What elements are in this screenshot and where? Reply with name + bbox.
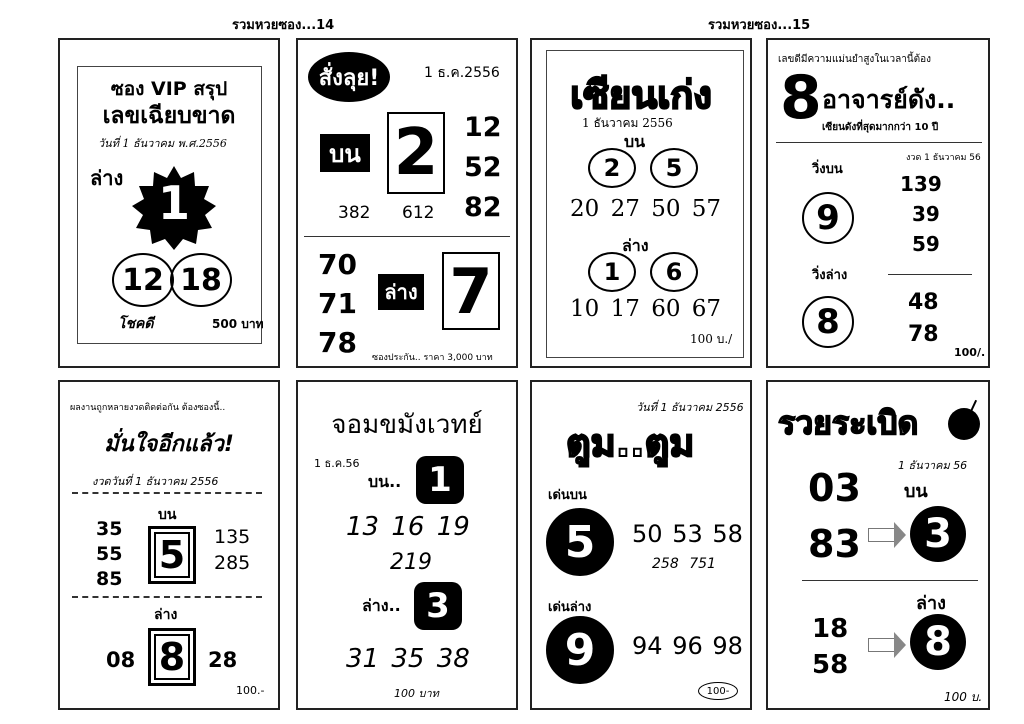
left-pair: 55 xyxy=(96,543,123,565)
brand-text: โชคดี xyxy=(118,316,154,332)
lower-label: ล่าง xyxy=(622,236,649,255)
upper-pairs xyxy=(346,512,470,542)
arrow-icon xyxy=(868,638,894,652)
lower-left-pair: 08 xyxy=(106,648,136,672)
lower-right-pair: 28 xyxy=(208,648,238,672)
pair: 31 xyxy=(346,644,380,674)
lower-label: ล่าง xyxy=(378,274,424,310)
price: 100.- xyxy=(236,684,265,697)
right-triple: 285 xyxy=(214,552,251,574)
lower-pair: 70 xyxy=(318,248,357,281)
lower-digit-circle: 9 xyxy=(546,616,614,684)
price: 100/. xyxy=(954,346,986,359)
pair: 13 xyxy=(346,512,380,542)
upper-label: บน xyxy=(624,132,646,151)
triple: 219 xyxy=(390,550,432,575)
card-sanglui xyxy=(296,38,518,368)
upper-pairs xyxy=(570,196,721,222)
pair-circle-1: 12 xyxy=(112,253,174,307)
pair: 50 xyxy=(651,196,681,222)
price: 100 บ./ xyxy=(690,332,733,346)
lower-label: เด่นล่าง xyxy=(548,600,592,615)
pair: 53 xyxy=(672,520,703,548)
footer-text: ซองประกัน.. ราคา 3,000 บาท xyxy=(372,353,493,363)
lower-label: ล่าง.. xyxy=(362,596,401,615)
upper-pair: 12 xyxy=(464,112,502,143)
lower-digit: 7 xyxy=(442,252,500,330)
upper-pair: 03 xyxy=(808,466,861,510)
upper-digit-circle: 2 xyxy=(588,148,636,188)
upper-digit-circle: 5 xyxy=(650,148,698,188)
price: 100 บาท xyxy=(394,687,439,700)
card-toom-toom xyxy=(530,380,752,710)
triple: 612 xyxy=(402,203,435,223)
upper-label: บน xyxy=(158,507,177,523)
upper-pair: 82 xyxy=(464,192,502,223)
lower-digit-circle: 8 xyxy=(910,614,966,670)
lower-label: ล่าง xyxy=(90,166,124,190)
pair: 96 xyxy=(672,632,703,660)
card-date: 1 ธ.ค.56 xyxy=(314,457,360,470)
arrow-icon xyxy=(868,528,894,542)
lower-pairs xyxy=(570,296,721,322)
card-arjarn-dang xyxy=(766,38,990,368)
card-manjai xyxy=(58,380,280,710)
upper-run: 39 xyxy=(912,202,940,226)
triple: 751 xyxy=(689,556,716,572)
triples xyxy=(652,556,716,572)
lower-pair: 18 xyxy=(812,614,849,644)
divider xyxy=(776,142,982,143)
upper-digit: 5 xyxy=(148,526,196,584)
card-title: เซียนเก่ง xyxy=(570,73,712,117)
lower-pair: 58 xyxy=(812,650,849,680)
lower-label: ล่าง xyxy=(154,607,178,623)
pair: 67 xyxy=(691,296,722,322)
title-badge: สั่งลุย! xyxy=(308,52,390,102)
pair-circle-2: 18 xyxy=(170,253,232,307)
pair: 57 xyxy=(691,196,722,222)
top-text: ผลงานถูกหลายงวดติดต่อกัน ต้องซองนี้.. xyxy=(70,403,226,413)
upper-digit: 2 xyxy=(387,112,445,194)
upper-run: 59 xyxy=(912,232,940,256)
pair: 19 xyxy=(436,512,470,542)
card-date: 1 ธันวาคม 2556 xyxy=(582,116,673,130)
pair: 50 xyxy=(632,520,663,548)
upper-label: บน xyxy=(320,134,370,172)
bomb-icon xyxy=(948,408,980,440)
card-title: รวยระเบิด xyxy=(778,404,919,442)
card-date: 1 ธ.ค.2556 xyxy=(424,65,500,81)
price: 100 บ. xyxy=(944,690,983,704)
pair: 17 xyxy=(610,296,640,322)
lower-digit: 3 xyxy=(414,582,462,630)
divider xyxy=(304,236,510,237)
lower-pairs xyxy=(632,632,743,660)
pair: 35 xyxy=(391,644,425,674)
lower-run: 78 xyxy=(908,322,939,347)
left-pair: 35 xyxy=(96,518,123,540)
big-number: 8 xyxy=(780,63,822,133)
upper-digit-circle: 9 xyxy=(802,192,854,244)
card-jom-khamang xyxy=(296,380,518,710)
triple: 258 xyxy=(652,556,679,572)
pair: 98 xyxy=(712,632,743,660)
card-title: ตูม..ตูม xyxy=(566,421,695,465)
page-header-left: รวมหวยซอง...14 xyxy=(232,18,335,33)
card-date: งวดวันที่ 1 ธันวาคม 2556 xyxy=(92,475,219,488)
pair: 27 xyxy=(610,196,640,222)
pair: 10 xyxy=(570,296,600,322)
price-badge: 100- xyxy=(698,682,738,700)
upper-label: บน.. xyxy=(368,472,402,491)
divider xyxy=(888,274,972,275)
divider xyxy=(72,596,262,598)
pair: 60 xyxy=(651,296,681,322)
upper-pairs xyxy=(632,520,743,548)
pair: 94 xyxy=(632,632,663,660)
card-ruay-rabert xyxy=(766,380,990,710)
lower-label: วิ่งล่าง xyxy=(812,268,848,283)
card-date: วันที่ 1 ธันวาคม 2556 xyxy=(636,401,744,414)
divider xyxy=(802,580,978,581)
triple: 382 xyxy=(338,203,371,223)
left-pair: 85 xyxy=(96,568,123,590)
lower-digit-circle: 8 xyxy=(802,296,854,348)
card-title: มั่นใจอีกแล้ว! xyxy=(104,432,234,457)
pair: 16 xyxy=(391,512,425,542)
top-text: เลขดีมีความแม่นยำสูงในเวลานี้ต้อง xyxy=(778,54,932,65)
lower-digit: 1 xyxy=(157,176,190,230)
lower-digit-circle: 1 xyxy=(588,252,636,292)
pair: 38 xyxy=(436,644,470,674)
lower-pair: 78 xyxy=(318,326,357,359)
pair: 20 xyxy=(570,196,600,222)
page-header-right: รวมหวยซอง...15 xyxy=(708,18,811,33)
card-sian-keng xyxy=(530,38,752,368)
lower-pairs xyxy=(346,644,470,674)
card-date: งวด 1 ธันวาคม 56 xyxy=(906,153,981,163)
card-line2: เลขเฉียบขาด xyxy=(102,103,236,129)
lower-digit: 8 xyxy=(148,628,196,686)
upper-digit-circle: 3 xyxy=(910,506,966,562)
lower-digit-circle: 6 xyxy=(650,252,698,292)
card-line1: ซอง VIP สรุป xyxy=(110,78,228,100)
card-vip xyxy=(58,38,280,368)
divider xyxy=(72,492,262,494)
lower-run: 48 xyxy=(908,290,939,315)
upper-label: วิ่งบน xyxy=(812,162,843,177)
upper-run: 139 xyxy=(900,172,942,196)
upper-pair: 83 xyxy=(808,522,861,566)
card-title: อาจารย์ดัง.. xyxy=(822,85,956,114)
subtitle: เซียนดังที่สุดมากกว่า 10 ปี xyxy=(822,122,939,133)
upper-digit-circle: 5 xyxy=(546,508,614,576)
right-triple: 135 xyxy=(214,526,251,548)
price: 500 บาท xyxy=(212,317,264,331)
upper-pair: 52 xyxy=(464,152,502,183)
lower-label: ล่าง xyxy=(916,593,946,614)
card-title: จอมขมังเวทย์ xyxy=(331,410,483,440)
card-date: วันที่ 1 ธันวาคม พ.ศ.2556 xyxy=(98,137,227,150)
upper-label: เด่นบน xyxy=(548,488,587,503)
pair: 58 xyxy=(712,520,743,548)
lower-pair: 71 xyxy=(318,287,357,320)
upper-label: บน xyxy=(904,481,928,502)
card-date: 1 ธันวาคม 56 xyxy=(898,459,968,472)
upper-digit: 1 xyxy=(416,456,464,504)
